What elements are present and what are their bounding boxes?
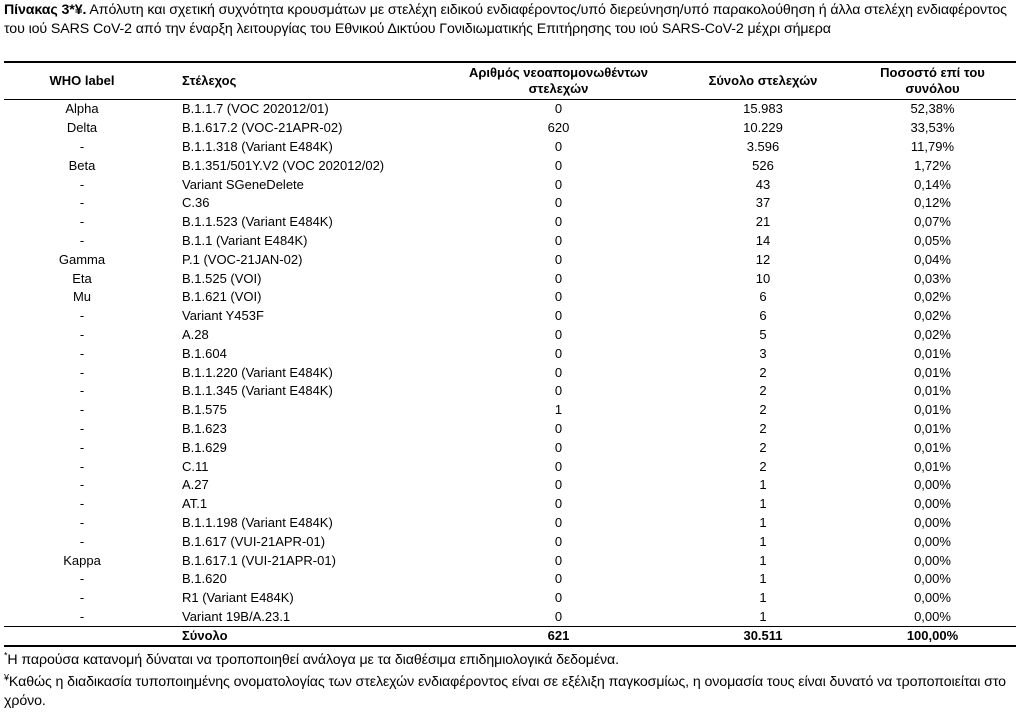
cell-who-label: - <box>79 383 85 399</box>
cell-strain: B.1.617 (VUI-21APR-01) <box>182 533 326 549</box>
cell-who-label: - <box>79 232 85 248</box>
cell-percentage: 0,12% <box>914 195 951 211</box>
cell-total-strains: 5 <box>759 326 767 342</box>
cell-new-isolates: 0 <box>554 514 563 530</box>
header-new-isolates: Αριθμός νεοαπομονωθέντων στελεχών <box>468 65 649 96</box>
table-row <box>4 232 1016 251</box>
cell-new-isolates: 0 <box>554 608 563 624</box>
table-row <box>4 401 1016 420</box>
variants-table <box>4 61 1016 647</box>
table-row <box>4 119 1016 138</box>
caption-label-suffix: . <box>82 2 87 18</box>
table-row <box>4 420 1016 439</box>
cell-strain: AT.1 <box>182 496 208 512</box>
cell-total-strains: 14 <box>755 232 771 248</box>
cell-new-isolates: 0 <box>554 101 563 117</box>
cell-who-label: - <box>79 608 85 624</box>
cell-who-label: - <box>79 326 85 342</box>
header-strain: Στέλεχος <box>182 73 237 88</box>
cell-percentage: 33,53% <box>910 120 955 136</box>
cell-new-isolates: 0 <box>554 251 563 267</box>
table-row <box>4 175 1016 194</box>
total-cell-total-strains: 30.511 <box>743 628 783 644</box>
cell-who-label: - <box>79 138 85 154</box>
table-row <box>4 138 1016 157</box>
cell-who-label: Delta <box>66 120 98 136</box>
cell-total-strains: 2 <box>759 364 767 380</box>
cell-total-strains: 1 <box>759 477 767 493</box>
cell-new-isolates: 0 <box>554 383 563 399</box>
table-row <box>4 344 1016 363</box>
caption-label: Πίνακας 3*¥ <box>4 2 83 18</box>
cell-who-label: Alpha <box>65 101 99 117</box>
cell-who-label: - <box>79 420 85 436</box>
cell-percentage: 0,01% <box>914 345 951 361</box>
table-row <box>4 514 1016 533</box>
cell-percentage: 0,01% <box>914 458 951 474</box>
cell-new-isolates: 0 <box>554 496 563 512</box>
cell-percentage: 0,02% <box>914 308 951 324</box>
cell-strain: B.1.1.198 (Variant E484K) <box>182 514 333 530</box>
cell-percentage: 0,00% <box>914 496 951 512</box>
cell-total-strains: 2 <box>759 458 767 474</box>
footnote-2 <box>4 673 1014 712</box>
cell-who-label: Kappa <box>63 552 101 568</box>
table-row <box>4 288 1016 307</box>
cell-new-isolates: 1 <box>554 402 563 418</box>
cell-total-strains: 21 <box>755 214 771 230</box>
cell-who-label: Mu <box>72 289 92 305</box>
table-row <box>4 156 1016 175</box>
cell-who-label: - <box>79 176 85 192</box>
cell-who-label: - <box>79 590 85 606</box>
cell-new-isolates: 0 <box>554 533 563 549</box>
cell-new-isolates: 0 <box>554 458 563 474</box>
cell-total-strains: 1 <box>759 571 767 587</box>
cell-percentage: 0,01% <box>914 383 951 399</box>
cell-total-strains: 3.596 <box>746 138 780 154</box>
cell-total-strains: 1 <box>759 590 767 606</box>
cell-who-label: - <box>79 402 85 418</box>
cell-strain: B.1.1.345 (Variant E484K) <box>182 383 333 399</box>
table-row <box>4 608 1016 627</box>
footnotes <box>4 651 1014 714</box>
cell-new-isolates: 0 <box>554 232 563 248</box>
cell-total-strains: 1 <box>759 552 767 568</box>
cell-who-label: - <box>79 439 85 455</box>
cell-percentage: 0,02% <box>914 326 951 342</box>
total-cell-percentage: 100,00% <box>906 628 959 644</box>
cell-strain: B.1.623 <box>182 420 227 436</box>
cell-strain: B.1.525 (VOI) <box>182 270 262 286</box>
table-row <box>4 476 1016 495</box>
cell-strain: A.28 <box>182 326 209 342</box>
cell-total-strains: 37 <box>755 195 771 211</box>
cell-strain: B.1.620 <box>182 571 227 587</box>
cell-who-label: - <box>79 364 85 380</box>
cell-new-isolates: 0 <box>554 345 563 361</box>
cell-percentage: 0,07% <box>914 214 951 230</box>
cell-strain: B.1.629 <box>182 439 227 455</box>
footnote-2-text: Καθώς η διαδικασία τυποποιημένης ονοματολογίας των στελεχών ενδιαφέροντος είναι σε εξέλιξη παγκοσμίως, η ονομασία τους είναι δυνατό να τροποποιείται στο χρόνο. <box>4 673 1006 709</box>
footnote-2-mark: ¥ <box>4 671 9 682</box>
cell-total-strains: 1 <box>759 608 767 624</box>
cell-strain: Variant Y453F <box>182 308 264 324</box>
table-row <box>4 194 1016 213</box>
table-row <box>4 382 1016 401</box>
cell-new-isolates: 0 <box>554 289 563 305</box>
total-cell-strain: Σύνολο <box>182 628 228 644</box>
table-row <box>4 438 1016 457</box>
table-row <box>4 307 1016 326</box>
cell-total-strains: 1 <box>759 514 767 530</box>
cell-new-isolates: 0 <box>554 138 563 154</box>
cell-new-isolates: 0 <box>554 420 563 436</box>
cell-who-label: - <box>79 514 85 530</box>
header-total-strains: Σύνολο στελεχών <box>708 73 818 88</box>
cell-strain: C.11 <box>182 458 209 474</box>
table-row <box>4 495 1016 514</box>
cell-strain: Variant 19B/A.23.1 <box>182 608 291 624</box>
total-cell-who-label <box>4 627 160 647</box>
cell-who-label: Eta <box>72 270 92 286</box>
cell-percentage: 0,02% <box>914 289 951 305</box>
cell-who-label: Gamma <box>58 251 106 267</box>
cell-who-label: - <box>79 496 85 512</box>
cell-total-strains: 12 <box>755 251 771 267</box>
cell-total-strains: 3 <box>759 345 767 361</box>
cell-who-label: - <box>79 214 85 230</box>
cell-total-strains: 1 <box>759 533 767 549</box>
cell-percentage: 0,00% <box>914 590 951 606</box>
cell-who-label: - <box>79 195 85 211</box>
cell-percentage: 0,05% <box>914 232 951 248</box>
cell-new-isolates: 0 <box>554 590 563 606</box>
cell-total-strains: 526 <box>752 157 774 173</box>
cell-total-strains: 2 <box>759 402 767 418</box>
cell-total-strains: 10.229 <box>743 120 783 136</box>
table-row <box>4 100 1016 119</box>
cell-who-label: - <box>79 477 85 493</box>
cell-who-label: - <box>79 308 85 324</box>
cell-percentage: 0,04% <box>914 251 951 267</box>
cell-percentage: 0,01% <box>914 439 951 455</box>
cell-percentage: 0,00% <box>914 533 951 549</box>
table-row <box>4 551 1016 570</box>
table-row <box>4 326 1016 345</box>
cell-percentage: 0,01% <box>914 402 951 418</box>
table-row <box>4 269 1016 288</box>
cell-total-strains: 1 <box>759 496 767 512</box>
cell-new-isolates: 0 <box>554 214 563 230</box>
cell-total-strains: 2 <box>759 420 767 436</box>
cell-strain: C.36 <box>182 195 210 211</box>
cell-strain: B.1.351/501Y.V2 (VOC 202012/02) <box>182 157 385 173</box>
cell-new-isolates: 0 <box>554 270 563 286</box>
cell-new-isolates: 0 <box>554 477 563 493</box>
cell-percentage: 0,00% <box>914 552 951 568</box>
cell-who-label: - <box>79 533 85 549</box>
table-row <box>4 570 1016 589</box>
cell-new-isolates: 0 <box>554 364 563 380</box>
footnote-1-mark: * <box>4 650 8 661</box>
variants-table-container <box>4 61 1016 647</box>
cell-new-isolates: 0 <box>554 571 563 587</box>
cell-strain: R1 (Variant E484K) <box>182 590 294 606</box>
cell-percentage: 0,01% <box>914 364 951 380</box>
table-row <box>4 250 1016 269</box>
cell-strain: B.1.621 (VOI) <box>182 289 262 305</box>
cell-percentage: 0,14% <box>914 176 951 192</box>
cell-strain: P.1 (VOC-21JAN-02) <box>182 251 303 267</box>
cell-total-strains: 6 <box>759 289 767 305</box>
cell-who-label: - <box>79 458 85 474</box>
header-who-label: WHO label <box>49 73 115 88</box>
table-row <box>4 589 1016 608</box>
footnote-1-text: Η παρούσα κατανομή δύναται να τροποποιηθεί ανάλογα με τα διαθέσιμα επιδημιολογικά δεδομένα. <box>7 652 619 668</box>
cell-new-isolates: 0 <box>554 176 563 192</box>
table-row <box>4 532 1016 551</box>
cell-total-strains: 2 <box>759 383 767 399</box>
cell-strain: B.1.1 (Variant E484K) <box>182 232 308 248</box>
cell-percentage: 0,00% <box>914 608 951 624</box>
footnote-1 <box>4 651 1014 671</box>
table-caption <box>4 1 1026 39</box>
cell-strain: B.1.617.2 (VOC-21APR-02) <box>182 120 343 136</box>
cell-strain: B.1.1.220 (Variant E484K) <box>182 364 333 380</box>
cell-total-strains: 2 <box>759 439 767 455</box>
cell-percentage: 0,03% <box>914 270 951 286</box>
cell-strain: B.1.575 <box>182 402 227 418</box>
cell-percentage: 1,72% <box>914 157 951 173</box>
cell-percentage: 52,38% <box>910 101 955 117</box>
cell-new-isolates: 0 <box>554 439 563 455</box>
table-row <box>4 457 1016 476</box>
cell-strain: B.1.1.523 (Variant E484K) <box>182 214 333 230</box>
cell-percentage: 0,01% <box>914 420 951 436</box>
cell-new-isolates: 0 <box>554 157 563 173</box>
cell-strain: B.1.1.318 (Variant E484K) <box>182 138 333 154</box>
cell-total-strains: 15.983 <box>743 101 783 117</box>
caption-text: Απόλυτη και σχετική συχνότητα κρουσμάτων με στελέχη ειδικού ενδιαφέροντος/υπό διερεύνηση/υπό παρακολούθηση ή άλλα στελέχη ενδιαφέροντος του ιού SARS CoV-2 από την έναρξη λειτουργίας του Εθνικού Δικτύου Γονιδιωματικής Επιτήρησης του ιού SARS-CoV-2 μέχρι σήμερα <box>4 2 1007 37</box>
cell-new-isolates: 0 <box>554 326 563 342</box>
table-row <box>4 363 1016 382</box>
total-cell-new-isolates: 621 <box>547 628 570 644</box>
cell-strain: Variant SGeneDelete <box>182 176 304 192</box>
cell-who-label: - <box>79 571 85 587</box>
cell-new-isolates: 0 <box>554 308 563 324</box>
cell-strain: B.1.617.1 (VUI-21APR-01) <box>182 552 336 568</box>
cell-new-isolates: 0 <box>554 195 563 211</box>
cell-percentage: 0,00% <box>914 477 951 493</box>
cell-percentage: 0,00% <box>914 571 951 587</box>
header-percentage: Ποσοστό επί του συνόλου <box>880 65 985 96</box>
cell-total-strains: 43 <box>755 176 771 192</box>
cell-new-isolates: 0 <box>554 552 563 568</box>
cell-percentage: 11,79% <box>910 138 955 154</box>
cell-percentage: 0,00% <box>914 514 951 530</box>
table-body <box>4 100 1016 647</box>
table-total-row <box>4 627 1016 647</box>
cell-new-isolates: 620 <box>547 120 570 136</box>
cell-total-strains: 10 <box>755 270 771 286</box>
cell-strain: B.1.604 <box>182 345 227 361</box>
table-row <box>4 213 1016 232</box>
table-header-row <box>4 62 1016 100</box>
cell-strain: A.27 <box>182 477 209 493</box>
cell-who-label: - <box>79 345 85 361</box>
cell-total-strains: 6 <box>759 308 767 324</box>
cell-strain: B.1.1.7 (VOC 202012/01) <box>182 101 329 117</box>
cell-who-label: Beta <box>68 157 96 173</box>
